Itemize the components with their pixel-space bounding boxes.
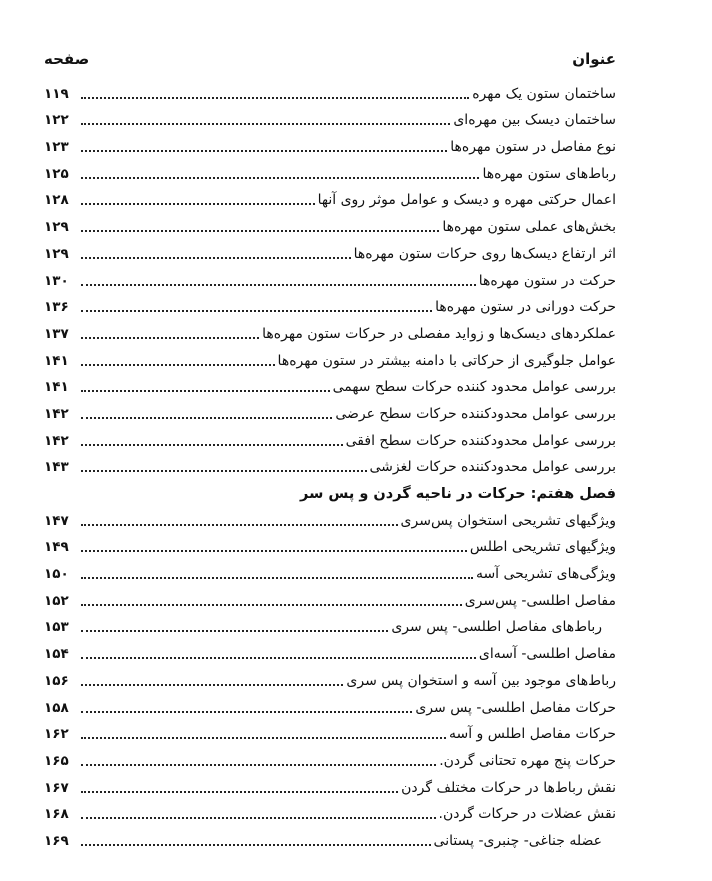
toc-entry-page-number: ۱۴۱ <box>44 379 69 396</box>
toc-entry-title: رباط‌های مفاصل اطلسی- پس سری <box>391 619 602 636</box>
toc-entry-page-number: ۱۳۰ <box>44 272 69 289</box>
toc-entry <box>44 663 616 690</box>
toc-entry <box>44 316 616 343</box>
toc-dot-leader <box>81 203 315 205</box>
toc-dot-leader <box>81 604 462 606</box>
toc-entry-title: عملکردهای دیسک‌ها و زواید مفصلی در حرکات ستون مهره‌ها <box>262 325 616 342</box>
toc-dot-leader <box>81 257 351 259</box>
toc-dot-leader <box>81 284 476 286</box>
toc-dot-leader <box>81 230 439 232</box>
toc-entry-title: حرکات مفاصل اطلس و آسه <box>448 726 616 743</box>
toc-entry <box>44 290 616 317</box>
toc-entry-title: ویژگی‌های تشریحی آسه <box>475 566 616 583</box>
toc-entry <box>44 423 616 450</box>
toc-entry-title: بررسی عوامل محدود کننده حرکات سطح سهمی <box>332 379 616 396</box>
toc-dot-leader <box>81 177 479 179</box>
toc-entry-title: ویژگیهای تشریحی استخوان پس‌سری <box>400 512 616 529</box>
toc-entry <box>44 450 616 477</box>
toc-dot-leader <box>81 791 398 793</box>
toc-entry <box>44 343 616 370</box>
toc-dot-leader <box>81 364 275 366</box>
toc-header <box>44 50 616 76</box>
toc-entry <box>44 263 616 290</box>
toc-entry <box>44 236 616 263</box>
toc-entry-page-number: ۱۴۷ <box>44 512 69 529</box>
toc-entry-page-number: ۱۶۸ <box>44 806 69 823</box>
toc-entry <box>44 396 616 423</box>
toc-entry <box>44 530 616 557</box>
toc-entry <box>44 156 616 183</box>
toc-dot-leader <box>81 630 388 632</box>
toc-entry-page-number: ۱۳۷ <box>44 325 69 342</box>
toc-chapter-heading <box>44 476 616 503</box>
toc-entry-title: بررسی عوامل محدودکننده حرکات سطح افقی <box>345 432 616 449</box>
toc-entry <box>44 636 616 663</box>
toc-entry-title: اعمال حرکتی مهره و دیسک و عوامل موثر روی آنها <box>317 192 616 209</box>
toc-entry-page-number: ۱۶۲ <box>44 726 69 743</box>
toc-entry-page-number: ۱۵۰ <box>44 566 69 583</box>
header-title-label: عنوان <box>572 50 616 68</box>
toc-dot-leader <box>81 444 343 446</box>
toc-dot-leader <box>81 524 398 526</box>
toc-entry-title: حرکت دورانی در ستون مهره‌ها <box>435 299 616 316</box>
toc-entry-page-number: ۱۲۲ <box>44 112 69 129</box>
toc-entry-page-number: ۱۴۹ <box>44 539 69 556</box>
toc-entry-page-number: ۱۵۴ <box>44 646 69 663</box>
toc-entry-title: نوع مفاصل در ستون مهره‌ها <box>450 139 616 156</box>
toc-entry-title: عوامل جلوگیری از حرکاتی با دامنه بیشتر در ستون مهره‌ها <box>277 352 616 369</box>
toc-dot-leader <box>81 737 446 739</box>
toc-dot-leader <box>81 550 467 552</box>
toc-dot-leader <box>81 390 330 392</box>
toc-entry <box>44 690 616 717</box>
toc-entry <box>44 129 616 156</box>
toc-entry <box>44 610 616 637</box>
toc-entry-title: بخش‌های عملی ستون مهره‌ها <box>442 219 616 236</box>
toc-entry-page-number: ۱۴۱ <box>44 352 69 369</box>
toc-entry-title: اثر ارتفاع دیسک‌ها روی حرکات ستون مهره‌ها <box>353 245 616 262</box>
toc-page <box>44 50 616 850</box>
toc-entry-page-number: ۱۲۹ <box>44 245 69 262</box>
toc-entry <box>44 76 616 103</box>
toc-entry <box>44 823 616 850</box>
toc-entry <box>44 503 616 530</box>
toc-dot-leader <box>81 684 343 686</box>
toc-dot-leader <box>81 337 259 339</box>
toc-entry-page-number: ۱۵۶ <box>44 672 69 689</box>
toc-entry-page-number: ۱۶۹ <box>44 832 69 849</box>
toc-entry-title: رباط‌های موجود بین آسه و استخوان پس سری <box>346 672 616 689</box>
toc-dot-leader <box>81 97 469 99</box>
toc-entry <box>44 797 616 824</box>
toc-entry-page-number: ۱۳۶ <box>44 299 69 316</box>
toc-dot-leader <box>81 417 332 419</box>
toc-entry-title: ساختمان دیسک بین مهره‌ای <box>453 112 616 129</box>
toc-entry-page-number: ۱۶۷ <box>44 779 69 796</box>
toc-entry-title: عضله جناغی- چنبری- پستانی <box>433 832 602 849</box>
toc-entry <box>44 770 616 797</box>
toc-entry-page-number: ۱۵۳ <box>44 619 69 636</box>
toc-dot-leader <box>81 657 476 659</box>
toc-entry-title: مفاصل اطلسی- آسه‌ای <box>478 646 616 663</box>
toc-entry-title: حرکات پنج مهره تحتانی گردن. <box>439 752 616 769</box>
toc-dot-leader <box>81 577 473 579</box>
toc-entry-page-number: ۱۵۲ <box>44 592 69 609</box>
toc-entry-title: رباط‌های ستون مهره‌ها <box>482 165 616 182</box>
toc-entry-title: ساختمان ستون یک مهره <box>472 85 616 102</box>
toc-entry <box>44 743 616 770</box>
toc-entry-title: ویژگیهای تشریحی اطلس <box>469 539 616 556</box>
toc-dot-leader <box>81 150 447 152</box>
toc-entry-page-number: ۱۱۹ <box>44 85 69 102</box>
toc-dot-leader <box>81 711 412 713</box>
toc-entry-title: نقش رباط‌ها در حرکات مختلف گردن <box>401 779 616 796</box>
toc-entry <box>44 209 616 236</box>
toc-entry-title: حرکات مفاصل اطلسی- پس سری <box>415 699 616 716</box>
toc-entry-page-number: ۱۶۵ <box>44 752 69 769</box>
toc-entry-title: بررسی عوامل محدودکننده حرکات لغزشی <box>369 459 616 476</box>
toc-entry <box>44 717 616 744</box>
toc-entry-page-number: ۱۵۸ <box>44 699 69 716</box>
toc-dot-leader <box>81 310 432 312</box>
toc-entry-page-number: ۱۲۵ <box>44 165 69 182</box>
toc-entry-title: حرکت در ستون مهره‌ها <box>478 272 616 289</box>
toc-entry-title: بررسی عوامل محدودکننده حرکات سطح عرضی <box>335 405 616 422</box>
toc-entry <box>44 103 616 130</box>
toc-entry <box>44 583 616 610</box>
toc-dot-leader <box>81 470 367 472</box>
toc-dot-leader <box>81 844 431 846</box>
toc-dot-leader <box>81 764 436 766</box>
toc-dot-leader <box>81 123 450 125</box>
header-page-label: صفحه <box>44 50 90 68</box>
toc-entry-page-number: ۱۴۲ <box>44 405 69 422</box>
toc-dot-leader <box>81 817 436 819</box>
toc-entry <box>44 370 616 397</box>
toc-entry-page-number: ۱۲۸ <box>44 192 69 209</box>
toc-entry-title: مفاصل اطلسی- پس‌سری <box>464 592 616 609</box>
toc-entry-page-number: ۱۲۳ <box>44 139 69 156</box>
toc-entry-title: فصل هفتم: حرکات در ناحیه گردن و پس سر <box>300 486 616 502</box>
toc-entry <box>44 556 616 583</box>
toc-entry-page-number: ۱۴۳ <box>44 459 69 476</box>
toc-entry-page-number: ۱۲۹ <box>44 219 69 236</box>
toc-entry-page-number: ۱۴۲ <box>44 432 69 449</box>
toc-entry <box>44 183 616 210</box>
toc-entry-title: نقش عضلات در حرکات گردن. <box>438 806 616 823</box>
toc-list <box>44 76 616 850</box>
